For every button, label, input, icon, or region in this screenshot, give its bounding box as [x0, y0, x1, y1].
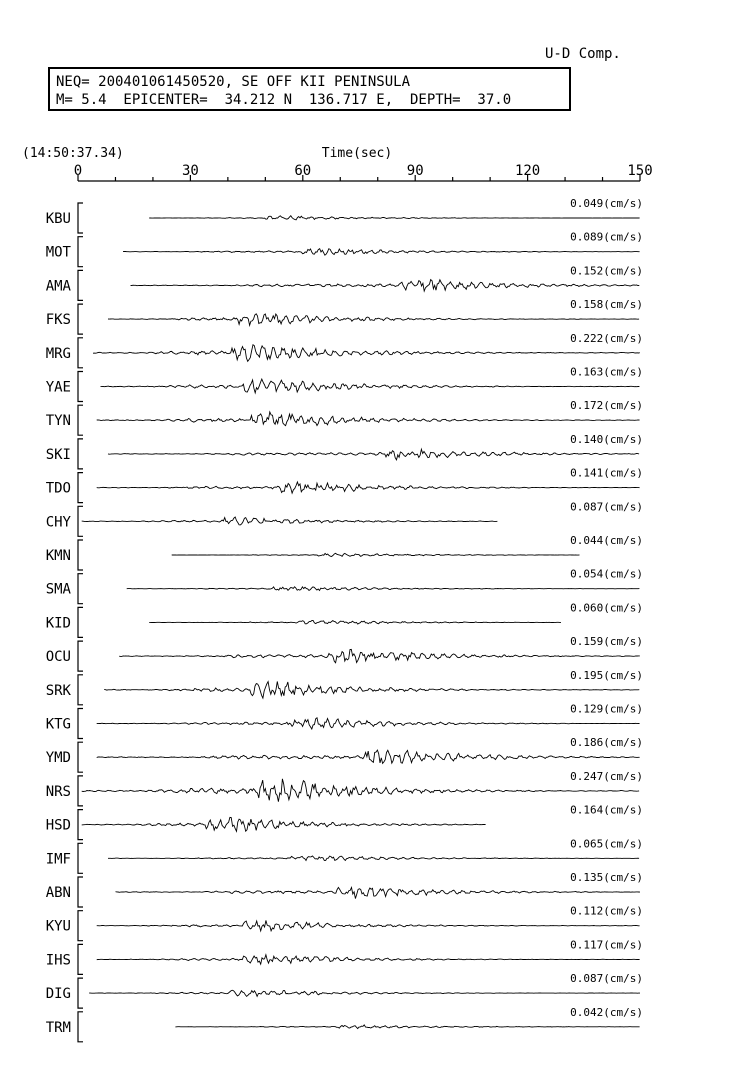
waveform: [97, 750, 640, 763]
station-label: IMF: [45, 851, 71, 868]
amplitude-label: 0.087(cm/s): [570, 972, 643, 986]
x-tick-label: 90: [406, 163, 424, 179]
waveform: [108, 314, 639, 326]
x-tick-label: 30: [181, 163, 199, 179]
waveform: [82, 517, 498, 525]
waveform: [82, 779, 639, 802]
trace-kyu: [46, 905, 643, 941]
trace-bracket: [78, 877, 83, 907]
station-label: KMN: [45, 548, 71, 564]
x-tick-label: 0: [73, 163, 83, 179]
trace-kmn: [46, 534, 643, 570]
station-label: OCU: [45, 649, 71, 666]
trace-ocu: [46, 635, 643, 671]
station-label: FKS: [45, 312, 71, 329]
trace-bracket: [78, 641, 83, 671]
station-label: TDO: [45, 480, 71, 497]
amplitude-label: 0.164(cm/s): [570, 803, 643, 817]
waveform: [116, 888, 641, 899]
trace-bracket: [78, 540, 83, 570]
traces-group: [46, 197, 643, 1042]
trace-bracket: [78, 709, 83, 739]
x-tick-label: 60: [294, 163, 312, 179]
trace-fks: [46, 298, 643, 334]
trace-tyn: [46, 399, 643, 435]
station-label: YMD: [45, 750, 71, 767]
amplitude-label: 0.117(cm/s): [570, 938, 643, 952]
trace-bracket: [78, 270, 83, 300]
waveform: [97, 482, 640, 493]
amplitude-label: 0.042(cm/s): [570, 1005, 643, 1019]
waveform: [149, 216, 639, 220]
amplitude-label: 0.140(cm/s): [570, 432, 643, 446]
amplitude-label: 0.060(cm/s): [570, 601, 643, 615]
amplitude-label: 0.054(cm/s): [570, 567, 643, 581]
amplitude-label: 0.159(cm/s): [570, 635, 643, 649]
trace-ihs: [46, 938, 643, 974]
amplitude-label: 0.158(cm/s): [570, 298, 643, 312]
amplitude-label: 0.129(cm/s): [570, 702, 643, 716]
amplitude-label: 0.087(cm/s): [570, 500, 643, 514]
station-label: KID: [45, 615, 71, 632]
trace-bracket: [78, 675, 83, 705]
trace-imf: [46, 837, 643, 873]
trace-bracket: [78, 439, 83, 469]
trace-dig: [46, 972, 643, 1008]
waveform: [82, 817, 486, 831]
trace-bracket: [78, 1012, 83, 1042]
station-label: KYU: [45, 918, 71, 935]
waveform: [97, 955, 640, 965]
station-label: SMA: [45, 581, 71, 598]
station-label: SKI: [45, 446, 71, 463]
trace-bracket: [78, 843, 83, 873]
trace-srk: [46, 669, 643, 705]
amplitude-label: 0.135(cm/s): [570, 871, 643, 884]
waveform: [104, 681, 639, 698]
trace-ymd: [46, 736, 643, 772]
x-tick-label: 120: [514, 163, 541, 179]
waveform: [172, 553, 580, 556]
trace-ama: [46, 264, 643, 300]
amplitude-label: 0.247(cm/s): [570, 769, 643, 783]
amplitude-label: 0.089(cm/s): [570, 230, 643, 244]
trace-nrs: [46, 770, 643, 806]
waveform: [175, 1025, 639, 1029]
station-label: NRS: [45, 783, 71, 800]
station-label: CHY: [45, 514, 71, 531]
trace-bracket: [78, 405, 83, 435]
trace-bracket: [78, 607, 83, 637]
trace-tdo: [46, 467, 643, 503]
station-label: SRK: [45, 682, 71, 699]
amplitude-label: 0.112(cm/s): [570, 904, 643, 918]
station-label: YAE: [45, 379, 71, 396]
station-label: TRM: [45, 1019, 71, 1036]
trace-bracket: [78, 911, 83, 941]
amplitude-label: 0.195(cm/s): [570, 668, 643, 682]
amplitude-label: 0.186(cm/s): [570, 736, 643, 750]
waveform: [123, 249, 640, 256]
trace-bracket: [78, 978, 83, 1008]
waveform: [119, 649, 640, 662]
station-label: HSD: [45, 817, 71, 834]
event-line-1: NEQ= 200401061450520, SE OFF KII PENINSULA: [56, 74, 411, 90]
amplitude-label: 0.172(cm/s): [570, 399, 643, 413]
waveform: [97, 920, 640, 931]
x-tick-label: 150: [627, 163, 653, 179]
x-axis-title: Time(sec): [321, 146, 393, 161]
trace-kid: [46, 601, 643, 637]
amplitude-label: 0.065(cm/s): [570, 837, 643, 851]
waveform: [97, 718, 640, 729]
trace-kbu: [46, 197, 643, 233]
waveform: [131, 280, 640, 292]
station-label: ABN: [45, 885, 71, 901]
station-label: DIG: [45, 986, 71, 1003]
station-label: KBU: [45, 211, 71, 227]
station-label: AMA: [45, 278, 71, 295]
trace-ktg: [46, 703, 643, 739]
time-axis: [74, 163, 653, 181]
amplitude-label: 0.163(cm/s): [570, 365, 643, 379]
station-label: IHS: [45, 952, 71, 969]
waveform: [127, 587, 640, 591]
amplitude-label: 0.049(cm/s): [570, 197, 643, 210]
waveform: [101, 379, 640, 393]
waveform: [97, 412, 640, 426]
station-label: MRG: [45, 345, 71, 362]
trace-bracket: [78, 742, 83, 772]
station-label: MOT: [45, 244, 71, 261]
trace-mot: [46, 231, 643, 267]
trace-trm: [46, 1006, 643, 1042]
trace-bracket: [78, 372, 83, 402]
trace-ski: [46, 433, 643, 469]
trace-bracket: [78, 304, 83, 334]
trace-bracket: [78, 237, 83, 267]
trace-bracket: [78, 203, 83, 233]
trace-hsd: [46, 804, 643, 840]
amplitude-label: 0.141(cm/s): [570, 466, 643, 480]
waveform: [108, 856, 639, 861]
trace-bracket: [78, 338, 83, 368]
component-label: U-D Comp.: [545, 46, 621, 62]
trace-chy: [46, 500, 643, 536]
waveform: [149, 621, 561, 625]
trace-bracket: [78, 574, 83, 604]
station-label: KTG: [45, 716, 71, 733]
event-line-2: M= 5.4 EPICENTER= 34.212 N 136.717 E, DEPTH= 37.0: [56, 92, 512, 108]
trace-abn: [46, 871, 643, 907]
station-label: TYN: [45, 413, 71, 430]
trace-bracket: [78, 473, 83, 503]
waveform: [89, 990, 640, 996]
amplitude-label: 0.044(cm/s): [570, 534, 643, 547]
trace-yae: [46, 366, 643, 402]
trace-bracket: [78, 944, 83, 974]
waveform: [93, 345, 640, 362]
trace-sma: [46, 568, 643, 604]
amplitude-label: 0.152(cm/s): [570, 264, 643, 278]
amplitude-label: 0.222(cm/s): [570, 331, 643, 345]
trace-mrg: [46, 332, 643, 368]
waveform: [108, 449, 639, 460]
start-time-label: (14:50:37.34): [22, 146, 124, 161]
